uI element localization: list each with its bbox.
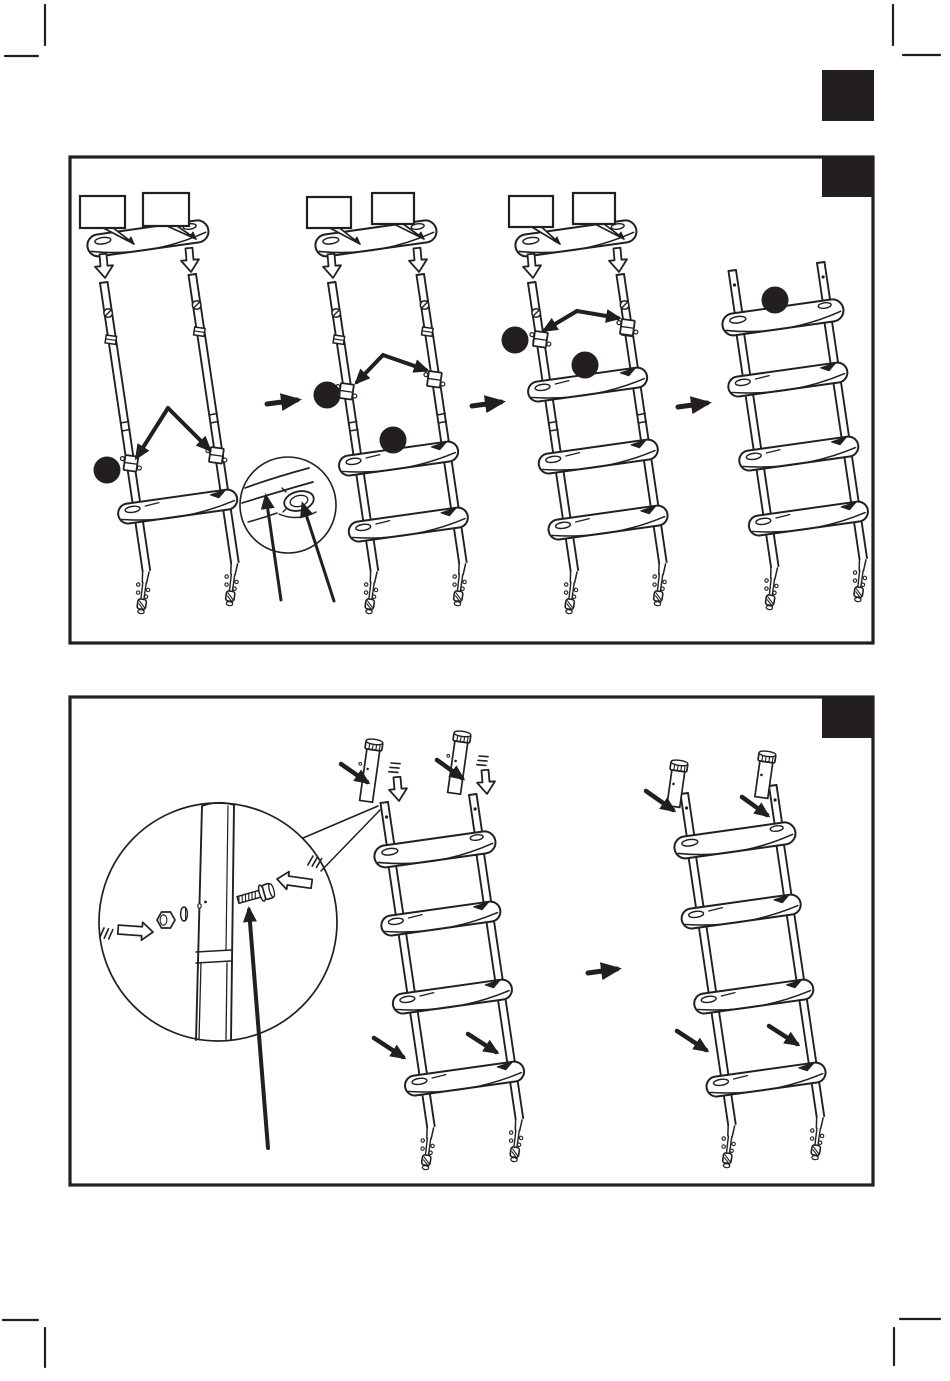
pointer-arrow-icon	[545, 311, 577, 330]
line	[425, 1138, 428, 1155]
ladder-rung	[404, 1060, 526, 1097]
ladder-rung	[680, 893, 802, 930]
screw-dot	[453, 575, 457, 579]
rail-band	[333, 335, 345, 344]
callout-number-dot	[762, 287, 789, 314]
stub-hole	[685, 806, 688, 809]
ladder-rung	[537, 438, 659, 475]
pointer-arrow-icon	[577, 311, 618, 318]
screw-dot	[519, 1136, 523, 1140]
foot-tip	[138, 609, 145, 614]
foot-tip	[812, 1155, 819, 1160]
rail-line	[108, 282, 151, 570]
screw-dot	[136, 583, 140, 587]
screw-dot	[853, 579, 857, 583]
ladder-rung	[547, 504, 669, 541]
panel-step-badge-2	[822, 698, 873, 738]
line	[147, 572, 149, 583]
line	[229, 574, 232, 591]
line	[728, 271, 735, 315]
clamp-bolt	[424, 372, 429, 377]
callout-box	[143, 193, 189, 226]
line	[857, 570, 860, 587]
line	[858, 559, 861, 570]
motion-bar	[391, 762, 400, 766]
ladder-figure-4	[721, 262, 869, 610]
screw-dot	[146, 588, 150, 592]
callout-box	[372, 193, 414, 224]
ladder-foot	[807, 1116, 827, 1160]
screw-dot	[861, 583, 865, 587]
callout-number-dot	[380, 427, 407, 454]
screw-dot	[421, 1147, 425, 1151]
line	[726, 1136, 729, 1153]
screw-dot	[810, 1137, 814, 1141]
line	[657, 574, 660, 591]
ladder-figure-3	[502, 193, 669, 614]
motion-bar	[477, 763, 486, 767]
line	[775, 568, 777, 579]
clamp-bolt	[120, 456, 125, 461]
down-arrow-shape	[608, 247, 628, 272]
hole-mark	[204, 901, 207, 904]
foot-tip	[654, 601, 661, 606]
down-arrow-shape	[388, 776, 408, 801]
line	[769, 567, 772, 578]
ladder-rung	[392, 978, 514, 1015]
ladder-foot	[849, 558, 869, 602]
motion-bar	[390, 766, 399, 770]
foot-tip	[454, 601, 461, 606]
line	[736, 270, 743, 314]
rail-cap	[328, 282, 336, 283]
ladder-foot	[506, 1118, 526, 1162]
ladder-figure-5	[341, 730, 525, 1171]
clamp-bolt	[547, 342, 552, 347]
pointer-arrow-icon	[168, 408, 209, 449]
screw-dot	[431, 1144, 435, 1148]
screw-dot	[461, 587, 465, 591]
down-arrow-icon	[476, 769, 496, 794]
screw-dot	[773, 591, 777, 595]
page-corner-badge	[822, 70, 874, 121]
screw-dot	[574, 588, 578, 592]
line	[141, 582, 144, 599]
foot-tip	[366, 609, 373, 614]
pointer-arrow-icon	[374, 1038, 403, 1057]
extension-tube	[442, 730, 471, 795]
line	[141, 571, 144, 582]
down-arrow-icon	[608, 247, 628, 272]
ladder-rung	[738, 435, 860, 472]
foot-tip	[854, 597, 861, 602]
clamp-bolt	[137, 466, 142, 471]
screw-dot	[136, 591, 140, 595]
tube-body	[360, 749, 380, 802]
line	[569, 582, 572, 599]
screw-dot	[564, 591, 568, 595]
screw-dot	[517, 1143, 521, 1147]
loose-pin	[447, 754, 450, 757]
line	[463, 564, 465, 575]
screw-dot	[730, 1149, 734, 1153]
clamp-bracket	[422, 370, 446, 388]
motion-bar	[479, 755, 488, 759]
foot-tip	[226, 601, 233, 606]
ladder-foot	[561, 570, 581, 614]
clamp-bolt	[617, 320, 622, 325]
screw-dot	[372, 595, 376, 599]
foot-tip	[723, 1163, 730, 1168]
stub-hole	[473, 807, 476, 810]
callout-box	[509, 196, 553, 227]
screw-dot	[225, 575, 229, 579]
down-arrow-shape	[180, 247, 200, 272]
line	[864, 560, 866, 571]
callout-box	[307, 197, 351, 228]
line	[380, 803, 387, 847]
line	[431, 1128, 433, 1139]
pointer-arrow-icon	[137, 408, 168, 457]
ladder-rung	[380, 900, 502, 937]
panel-step-badge-1	[822, 158, 873, 197]
screw-dot	[564, 583, 568, 587]
line	[658, 563, 661, 574]
line	[230, 563, 233, 574]
line	[817, 262, 825, 263]
ladder-foot	[361, 570, 381, 614]
rail-cap	[189, 274, 197, 275]
ladder-rung	[727, 361, 849, 398]
down-arrow-shape	[476, 769, 496, 794]
rail-line	[196, 274, 239, 562]
line	[514, 1119, 517, 1130]
clamp-bracket	[615, 318, 639, 336]
rail-band	[422, 327, 434, 336]
stub-hole	[385, 815, 388, 818]
line	[569, 571, 572, 582]
screw-dot	[364, 591, 368, 595]
screw-dot	[765, 579, 769, 583]
flow-arrow-icon	[588, 969, 617, 973]
ladder-foot	[417, 1126, 437, 1170]
rail-cap	[528, 282, 536, 283]
down-arrow-icon	[408, 247, 428, 272]
rail-stub	[380, 802, 394, 847]
line	[388, 802, 395, 846]
line	[457, 574, 460, 591]
ladder-foot	[718, 1124, 738, 1168]
ladder-rung	[693, 978, 815, 1015]
foot-tip	[511, 1157, 518, 1162]
ladder-foot	[649, 562, 669, 606]
extension-tube	[354, 738, 383, 803]
screw-dot	[810, 1129, 814, 1133]
line	[426, 1127, 429, 1138]
line	[369, 571, 372, 582]
line	[732, 1126, 734, 1137]
line	[727, 1125, 730, 1136]
screw-dot	[661, 587, 665, 591]
flow-arrow-icon	[678, 403, 707, 407]
screw-dot	[653, 583, 657, 587]
ladder-foot	[449, 562, 469, 606]
screw-dot	[572, 595, 576, 599]
hole-mark	[198, 904, 201, 909]
motion-marks	[477, 755, 488, 767]
screw-dot	[374, 588, 378, 592]
line	[380, 802, 388, 803]
line	[688, 793, 695, 837]
callout-number-dot	[572, 352, 599, 379]
down-arrow-icon	[388, 776, 408, 801]
screw-dot	[732, 1142, 736, 1146]
callout-wedge-line	[321, 810, 380, 871]
ladder-rung	[117, 488, 239, 525]
callout-number-dot	[94, 457, 121, 484]
screw-dot	[863, 576, 867, 580]
clamp-bolt	[223, 458, 228, 463]
screw-dot	[653, 575, 657, 579]
clamp-bracket	[528, 330, 552, 348]
line	[369, 582, 372, 599]
screw-dot	[453, 583, 457, 587]
rail-cap	[100, 282, 108, 283]
extension-tube	[665, 759, 688, 808]
line	[815, 1117, 818, 1128]
rail-line	[189, 275, 232, 563]
ladder-figure-6	[646, 750, 827, 1168]
screw-dot	[820, 1134, 824, 1138]
stub-hole	[733, 283, 736, 286]
line	[728, 270, 736, 271]
screw-dot	[429, 1151, 433, 1155]
clamp-bolt	[353, 394, 358, 399]
pointer-arrow-icon	[677, 1031, 706, 1050]
screw-dot	[509, 1131, 513, 1135]
line	[769, 578, 772, 595]
pointer-arrow-icon	[769, 1026, 797, 1044]
down-arrow-shape	[408, 247, 428, 272]
screw-dot	[463, 580, 467, 584]
screw-dot	[853, 571, 857, 575]
extension-tube	[753, 750, 776, 799]
line	[663, 564, 665, 575]
clamp-bolt	[441, 382, 446, 387]
callout-box	[573, 193, 615, 224]
callout-number-dot	[314, 382, 341, 409]
rail-band	[194, 327, 206, 336]
flow-arrow-icon	[267, 400, 297, 404]
ladder-rung	[705, 1061, 827, 1098]
ladder-foot	[221, 562, 241, 606]
figures-layer	[80, 193, 869, 1170]
foot-tip	[766, 605, 773, 610]
motion-bar	[389, 770, 398, 774]
clamp-bolt	[530, 332, 535, 337]
washer-icon	[181, 907, 188, 921]
pointer-arrow-icon	[468, 1034, 496, 1052]
ladder-foot	[133, 570, 153, 614]
screw-dot	[421, 1139, 425, 1143]
foot-tip	[566, 609, 573, 614]
screw-dot	[225, 583, 229, 587]
screw-dot	[144, 595, 148, 599]
line	[520, 1120, 522, 1131]
screw-dot	[765, 587, 769, 591]
flow-arrow-icon	[472, 402, 501, 406]
pointer-arrow-icon	[742, 797, 767, 815]
screw-dot	[509, 1139, 513, 1143]
line	[815, 1128, 818, 1145]
stub-hole	[773, 798, 776, 801]
motion-bar	[478, 759, 487, 763]
screw-dot	[233, 587, 237, 591]
rail-cap	[617, 274, 625, 275]
screw-dot	[722, 1137, 726, 1141]
ladder-figure-2	[307, 193, 469, 614]
magnifier-circle	[99, 803, 337, 1041]
pointer-arrow-icon	[357, 355, 383, 382]
screw-dot	[722, 1145, 726, 1149]
ladder-rung	[748, 500, 870, 537]
line	[458, 563, 461, 574]
rail-cap	[417, 274, 425, 275]
ladder-rung	[348, 506, 470, 543]
line	[469, 794, 477, 795]
callout-number-dot	[502, 327, 529, 354]
line	[235, 564, 237, 575]
line	[514, 1130, 517, 1147]
rail-band	[105, 335, 117, 344]
detail-circle-step-joint	[240, 457, 336, 601]
detail-circle-hardware	[99, 803, 380, 1148]
clamp-bolt	[634, 330, 639, 335]
screw-dot	[364, 583, 368, 587]
rail-stub	[680, 793, 694, 838]
loose-pin	[359, 762, 362, 765]
screw-dot	[663, 580, 667, 584]
screw-dot	[774, 584, 778, 588]
callout-box	[80, 196, 125, 228]
motion-marks	[389, 762, 400, 774]
stub-hole	[821, 275, 824, 278]
callout-wedge-line	[303, 806, 378, 838]
foot-tip	[422, 1165, 429, 1170]
line	[375, 572, 377, 583]
ladder-foot	[761, 566, 781, 610]
pointer-arrow-icon	[383, 355, 426, 370]
rail-line	[100, 283, 143, 571]
line	[821, 1118, 823, 1129]
down-arrow-icon	[180, 247, 200, 272]
screw-dot	[235, 580, 239, 584]
ladder-figure-1	[80, 193, 241, 614]
line	[575, 572, 577, 583]
rail-stub	[728, 270, 742, 315]
screw-dot	[818, 1141, 822, 1145]
